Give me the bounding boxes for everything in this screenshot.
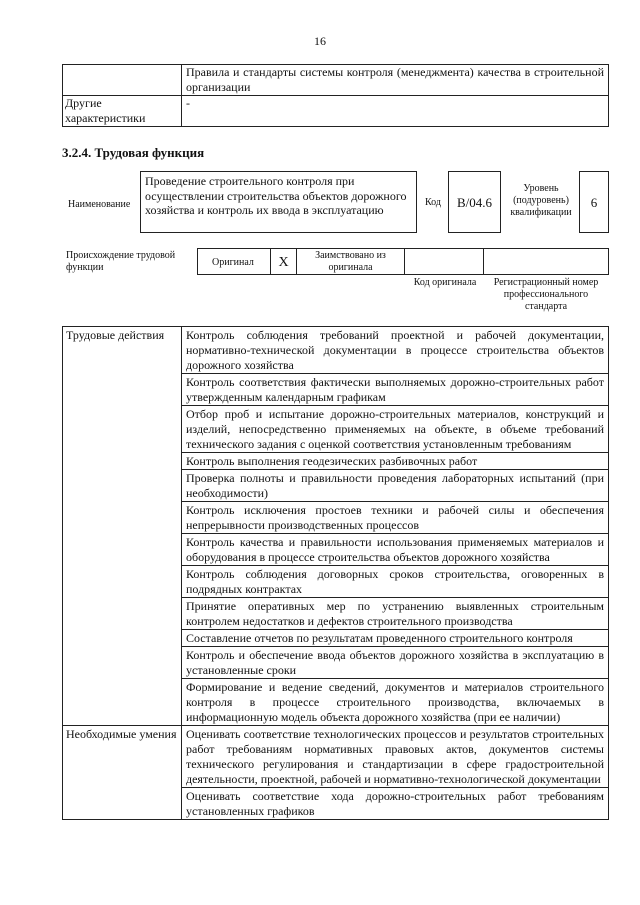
item-text: Контроль исключения простоев техники и рабочей силы и обеспечения непрерывности производственных процессов [182,502,609,534]
level-value-box: 6 [579,171,609,233]
origin-label: Происхождение трудовой функции [66,250,176,273]
table-row [63,726,609,788]
table-row [63,65,609,96]
original-label-cell: Оригинал [197,248,271,275]
reg-number-caption: Регистрационный номер профессионального стандарта [493,277,599,312]
item-text: Оценивать соответствие технологических процессов и результатов строительных работ требованиям нормативных правовых актов, документов системы технического регулирования и стандартизации в сфере градостроительной деятельности, проектной, рабочей и нормативно-технологической документации [182,726,609,788]
item-text: Принятие оперативных мер по устранению выявленных строительным контролем недостатков и дефектов строительного производства [182,598,609,630]
item-text: Контроль и обеспечение ввода объектов дорожного хозяйства в эксплуатацию в установленные сроки [182,647,609,679]
row-label: Другие характеристики [63,96,182,127]
borrowed-label-cell: Заимствовано из оригинала [296,248,405,275]
code-original-cell [404,248,484,275]
item-text: Оценивать соответствие хода дорожно-строительных работ требованиям установленных графиков [182,788,609,820]
table-row [63,327,609,374]
section-title: 3.2.4. Трудовая функция [62,145,205,160]
row-value: Правила и стандарты системы контроля (менеджмента) качества в строительной организации [182,65,609,96]
code-value-box: B/04.6 [448,171,501,233]
item-text: Контроль соответствия фактически выполняемых дорожно-строительных работ утвержденным календарным графикам [182,374,609,406]
reg-number-cell [483,248,609,275]
table-row [63,96,609,127]
item-text: Формирование и ведение сведений, документов и материалов строительного контроля в процессе строительного производства, включаемых в информационную модель объекта дорожного хозяйства (при ее наличии) [182,679,609,726]
group-label: Трудовые действия [63,327,182,726]
row-label [63,65,182,96]
item-text: Проверка полноты и правильности проведения лабораторных испытаний (при необходимости) [182,470,609,502]
item-text: Составление отчетов по результатам проведенного строительного контроля [182,630,609,647]
item-text: Контроль выполнения геодезических разбивочных работ [182,453,609,470]
code-original-caption: Код оригинала [413,277,477,288]
main-table [62,326,609,820]
page-number: 16 [314,34,326,48]
top-continuation-table [62,64,609,127]
name-label: Наименование [68,199,131,210]
item-text: Контроль соблюдения договорных сроков строительства, оговоренных в подрядных контрактах [182,566,609,598]
code-label: Код [425,197,441,208]
level-label: Уровень (подуровень) квалификации [510,183,572,218]
item-text: Отбор проб и испытание дорожно-строительных материалов, конструкций и изделий, непосредственно применяемых на объекте, в объеме требований технического задания с оценкой соответствия установленным требованиям [182,406,609,453]
function-name-box: Проведение строительного контроля при осуществлении строительства объектов дорожного хозяйства и контроль их ввода в эксплуатацию [140,171,417,233]
item-text: Контроль соблюдения требований проектной и рабочей документации, нормативно-технической документации в процессе строительства объектов дорожного хозяйства [182,327,609,374]
item-text: Контроль качества и правильности использования применяемых материалов и оборудования в процессе строительства объектов дорожного хозяйства [182,534,609,566]
row-value: - [182,96,609,127]
group-label: Необходимые умения [63,726,182,820]
original-mark-cell: X [270,248,297,275]
